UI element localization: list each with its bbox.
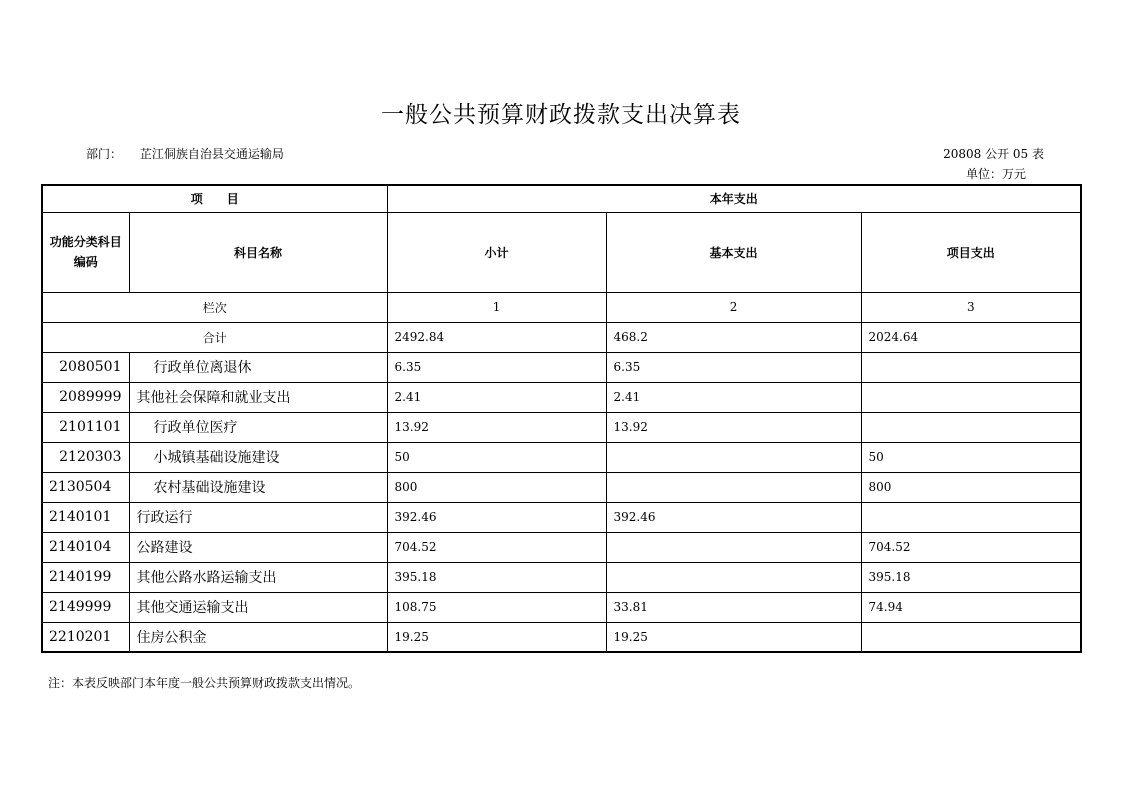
expenditure-table (41, 184, 1082, 653)
row-code: 2101101 (42, 412, 129, 442)
row-project (861, 412, 1081, 442)
page-title: 一般公共预算财政拨款支出决算表 (381, 102, 741, 128)
row-basic: 19.25 (606, 622, 861, 652)
row-name: 其他公路水路运输支出 (129, 562, 387, 592)
row-name: 农村基础设施建设 (129, 472, 387, 502)
index-2: 2 (606, 292, 861, 322)
row-basic: 33.81 (606, 592, 861, 622)
row-code: 2080501 (42, 352, 129, 382)
table-row (42, 502, 1081, 532)
row-project: 395.18 (861, 562, 1081, 592)
department-label: 部门： (86, 147, 123, 161)
row-code: 2210201 (42, 622, 129, 652)
index-1: 1 (387, 292, 606, 322)
row-subtotal: 19.25 (387, 622, 606, 652)
table-row (42, 592, 1081, 622)
row-name: 公路建设 (129, 532, 387, 562)
table-row (42, 382, 1081, 412)
row-project: 704.52 (861, 532, 1081, 562)
row-basic: 392.46 (606, 502, 861, 532)
row-name: 小城镇基础设施建设 (129, 442, 387, 472)
row-basic: 13.92 (606, 412, 861, 442)
row-subtotal: 704.52 (387, 532, 606, 562)
form-number: 20808 公开 05 表 (943, 147, 1044, 161)
header-row-2 (42, 212, 1081, 292)
row-name: 其他社会保障和就业支出 (129, 382, 387, 412)
header-basic: 基本支出 (606, 212, 861, 292)
row-basic (606, 562, 861, 592)
table-row (42, 442, 1081, 472)
total-basic: 468.2 (606, 322, 861, 352)
row-basic (606, 442, 861, 472)
header-project: 项目支出 (861, 212, 1081, 292)
index-row (42, 292, 1081, 322)
header-subject-name: 科目名称 (129, 212, 387, 292)
row-project: 50 (861, 442, 1081, 472)
index-3: 3 (861, 292, 1081, 322)
row-basic (606, 532, 861, 562)
row-project: 74.94 (861, 592, 1081, 622)
row-subtotal: 395.18 (387, 562, 606, 592)
row-basic: 6.35 (606, 352, 861, 382)
table-row (42, 532, 1081, 562)
index-label: 栏次 (42, 292, 387, 322)
row-code: 2089999 (42, 382, 129, 412)
row-code: 2140101 (42, 502, 129, 532)
row-basic (606, 472, 861, 502)
row-code: 2130504 (42, 472, 129, 502)
header-subtotal: 小计 (387, 212, 606, 292)
row-name: 住房公积金 (129, 622, 387, 652)
department-name: 芷江侗族自治县交通运输局 (139, 147, 284, 161)
table-row (42, 412, 1081, 442)
table-row (42, 352, 1081, 382)
row-project (861, 382, 1081, 412)
row-code: 2140199 (42, 562, 129, 592)
header-func-code: 功能分类科目编码 (42, 212, 129, 292)
header-year-expense: 本年支出 (387, 185, 1081, 212)
header-item: 项 目 (42, 185, 387, 212)
table-row (42, 622, 1081, 652)
total-project: 2024.64 (861, 322, 1081, 352)
row-subtotal: 6.35 (387, 352, 606, 382)
row-code: 2149999 (42, 592, 129, 622)
row-subtotal: 13.92 (387, 412, 606, 442)
row-name: 其他交通运输支出 (129, 592, 387, 622)
row-subtotal: 108.75 (387, 592, 606, 622)
row-code: 2120303 (42, 442, 129, 472)
total-subtotal: 2492.84 (387, 322, 606, 352)
table-row (42, 472, 1081, 502)
row-project (861, 352, 1081, 382)
row-subtotal: 392.46 (387, 502, 606, 532)
header-row-1 (42, 185, 1081, 212)
row-subtotal: 800 (387, 472, 606, 502)
row-basic: 2.41 (606, 382, 861, 412)
total-label: 合计 (42, 322, 387, 352)
row-name: 行政单位离退休 (129, 352, 387, 382)
row-name: 行政运行 (129, 502, 387, 532)
row-name: 行政单位医疗 (129, 412, 387, 442)
total-row (42, 322, 1081, 352)
table-row (42, 562, 1081, 592)
department-line (86, 145, 284, 162)
row-project: 800 (861, 472, 1081, 502)
table-note: 注：本表反映部门本年度一般公共预算财政拨款支出情况。 (48, 676, 361, 690)
row-subtotal: 50 (387, 442, 606, 472)
row-subtotal: 2.41 (387, 382, 606, 412)
row-project (861, 622, 1081, 652)
row-project (861, 502, 1081, 532)
unit-label: 单位：万元 (965, 167, 1026, 181)
row-code: 2140104 (42, 532, 129, 562)
